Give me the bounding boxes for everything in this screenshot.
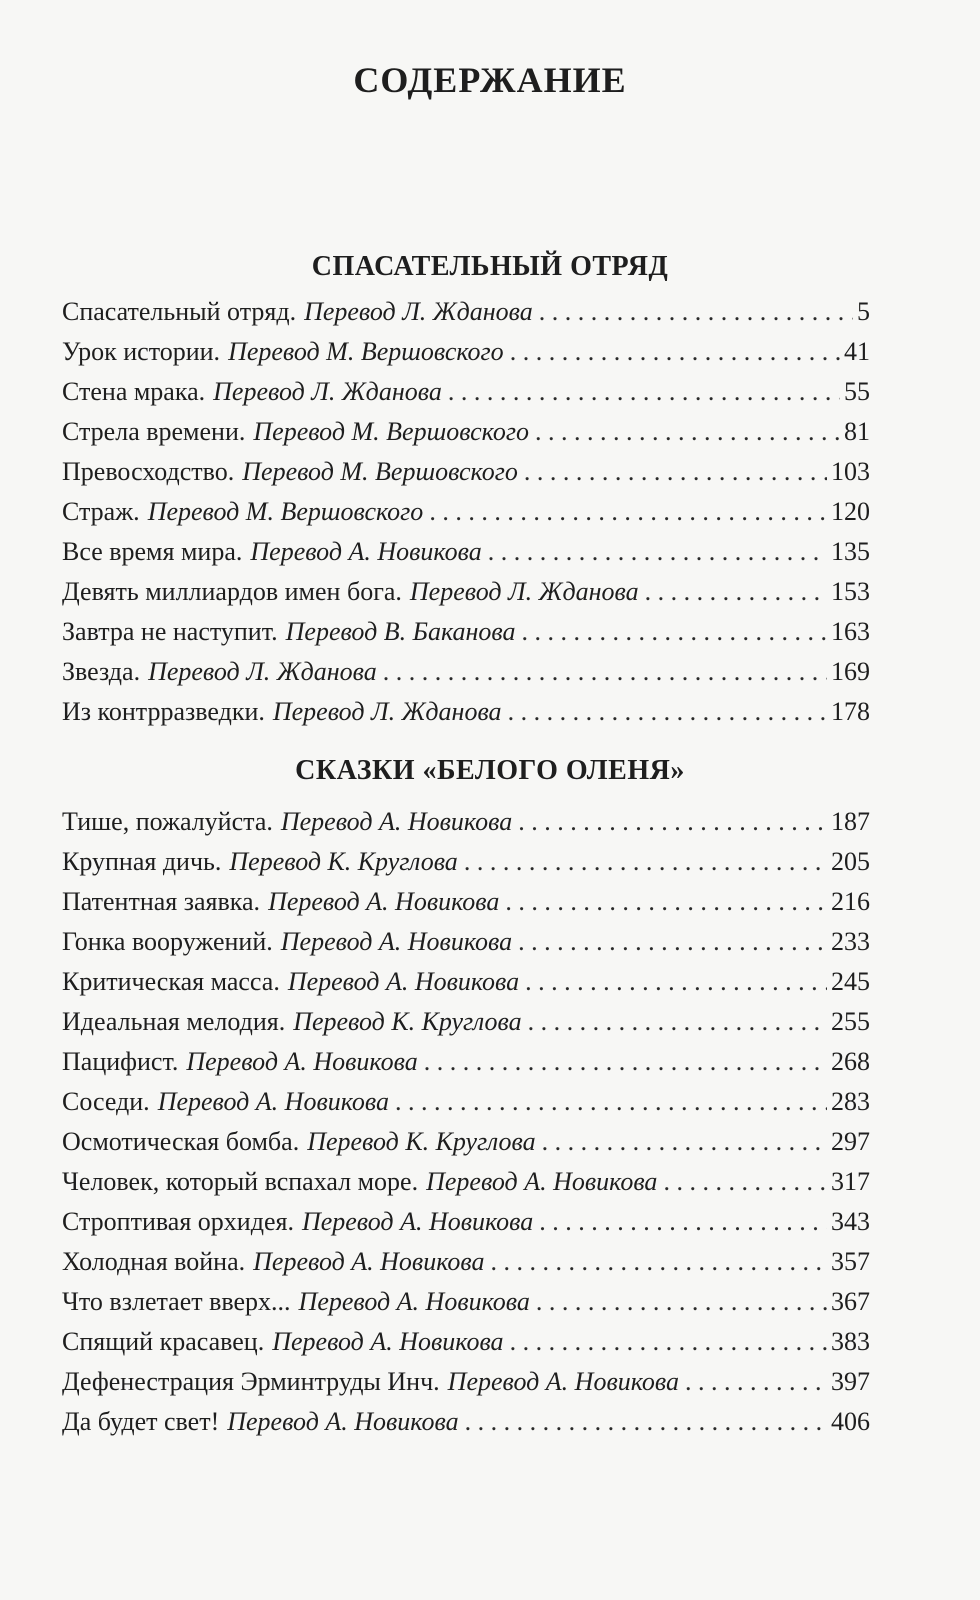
entry-translator: Перевод А. Новикова [250, 537, 482, 566]
entry-title: Холодная война. [62, 1247, 246, 1276]
toc-entry [62, 612, 870, 652]
entry-page-number: 357 [831, 1247, 870, 1276]
entry-page-number: 255 [831, 1007, 870, 1036]
dot-leader [383, 652, 827, 692]
entry-page-number: 153 [831, 577, 870, 606]
entry-title: Из контрразведки. [62, 697, 265, 726]
entry-translator: Перевод Л. Жданова [148, 657, 377, 686]
entry-translator: Перевод А. Новикова [186, 1047, 418, 1076]
entry-title: Гонка вооружений. [62, 927, 273, 956]
entry-translator: Перевод А. Новикова [301, 1207, 534, 1236]
entry-page-number: 268 [831, 1047, 870, 1076]
entry-translator: Перевод А. Новикова [272, 1327, 504, 1356]
entry-title: Да будет свет! [62, 1407, 220, 1436]
entry-translator: Перевод К. Круглова [307, 1127, 536, 1156]
entry-page-number: 205 [831, 847, 870, 876]
dot-leader [663, 1162, 827, 1202]
entry-title: Девять миллиардов имен бога. [62, 577, 402, 606]
entry-page-number: 216 [831, 887, 870, 916]
entry-page-number: 81 [844, 417, 870, 446]
entry-page-number: 283 [831, 1087, 870, 1116]
dot-leader [429, 492, 827, 532]
toc-entry [62, 1002, 870, 1042]
toc-entry [62, 652, 870, 692]
toc-entry [62, 1282, 870, 1322]
entry-page-number: 233 [831, 927, 870, 956]
entry-translator: Перевод А. Новикова [287, 967, 520, 996]
toc-entry [62, 332, 870, 372]
entry-page-number: 317 [831, 1167, 870, 1196]
entry-translator: Перевод В. Баканова [285, 617, 516, 646]
toc-entry [62, 922, 870, 962]
dot-leader [518, 802, 827, 842]
entry-page-number: 383 [831, 1327, 870, 1356]
toc-entry [62, 1082, 870, 1122]
dot-leader [528, 1002, 827, 1042]
toc-entry [62, 962, 870, 1002]
entry-title: Все время мира. [62, 537, 243, 566]
toc-entry [62, 1322, 870, 1362]
entry-title: Пацифист. [62, 1047, 179, 1076]
toc-list [0, 292, 980, 732]
dot-leader [395, 1082, 827, 1122]
entry-title: Патентная заявка. [62, 887, 261, 916]
entry-title: Человек, который вспахал море. [62, 1167, 419, 1196]
entry-page-number: 178 [831, 697, 870, 726]
dot-leader [525, 962, 827, 1002]
toc-entry [62, 492, 870, 532]
entry-page-number: 245 [831, 967, 870, 996]
toc-entry [62, 1362, 870, 1402]
entry-title: Что взлетает вверх... [62, 1287, 291, 1316]
entry-translator: Перевод Л. Жданова [409, 577, 639, 606]
dot-leader [424, 1042, 827, 1082]
entry-page-number: 135 [831, 537, 870, 566]
toc-entry [62, 842, 870, 882]
entry-title: Страж. [62, 497, 140, 526]
toc-entry [62, 532, 870, 572]
dot-leader [539, 1202, 827, 1242]
entry-title: Завтра не наступит. [62, 617, 278, 646]
entry-translator: Перевод К. Круглова [293, 1007, 522, 1036]
entry-page-number: 343 [831, 1207, 870, 1236]
entry-page-number: 169 [831, 657, 870, 686]
entry-title: Осмотическая бомба. [62, 1127, 300, 1156]
entry-title: Соседи. [62, 1087, 150, 1116]
entry-translator: Перевод А. Новикова [157, 1087, 390, 1116]
entry-translator: Перевод Л. Жданова [213, 377, 442, 406]
entry-translator: Перевод А. Новикова [227, 1407, 459, 1436]
entry-title: Дефенестрация Эрминтруды Инч. [62, 1367, 440, 1396]
entry-page-number: 41 [844, 337, 870, 366]
entry-translator: Перевод А. Новикова [253, 1247, 485, 1276]
entry-page-number: 5 [857, 297, 870, 326]
entry-page-number: 406 [831, 1407, 870, 1436]
dot-leader [464, 842, 827, 882]
entry-page-number: 103 [831, 457, 870, 486]
toc-entry [62, 1202, 870, 1242]
entry-title: Крупная дичь. [62, 847, 222, 876]
dot-leader [465, 1402, 827, 1442]
dot-leader [542, 1122, 827, 1162]
toc-entry [62, 1402, 870, 1442]
toc-entry [62, 1242, 870, 1282]
toc-entry [62, 1162, 870, 1202]
entry-page-number: 397 [831, 1367, 870, 1396]
dot-leader [645, 572, 827, 612]
dot-leader [448, 372, 840, 412]
entry-title: Строптивая орхидея. [62, 1207, 294, 1236]
entry-translator: Перевод К. Круглова [229, 847, 458, 876]
dot-leader [521, 612, 827, 652]
entry-translator: Перевод А. Новикова [426, 1167, 658, 1196]
toc-entry [62, 412, 870, 452]
entry-translator: Перевод Л. Жданова [304, 297, 533, 326]
dot-leader [536, 1282, 827, 1322]
entry-page-number: 187 [831, 807, 870, 836]
entry-page-number: 367 [831, 1287, 870, 1316]
entry-title: Спасательный отряд. [62, 297, 297, 326]
entry-translator: Перевод М. Вершовского [147, 497, 424, 526]
entry-title: Превосходство. [62, 457, 235, 486]
dot-leader [490, 1242, 827, 1282]
toc-entry [62, 692, 870, 732]
entry-translator: Перевод А. Новикова [268, 887, 500, 916]
toc-entry [62, 572, 870, 612]
entry-translator: Перевод А. Новикова [280, 927, 513, 956]
entry-title: Критическая масса. [62, 967, 280, 996]
entry-translator: Перевод А. Новикова [298, 1287, 530, 1316]
entry-page-number: 297 [831, 1127, 870, 1156]
dot-leader [508, 692, 827, 732]
entry-translator: Перевод М. Вершовского [242, 457, 518, 486]
section-heading: СКАЗКИ «БЕЛОГО ОЛЕНЯ» [295, 755, 685, 786]
entry-translator: Перевод А. Новикова [280, 807, 513, 836]
dot-leader [518, 922, 827, 962]
entry-page-number: 120 [831, 497, 870, 526]
dot-leader [510, 1322, 827, 1362]
page-title: СОДЕРЖАНИЕ [353, 60, 627, 100]
entry-translator: Перевод М. Вершовского [253, 417, 529, 446]
dot-leader [539, 292, 853, 332]
dot-leader [510, 332, 840, 372]
entry-page-number: 55 [844, 377, 870, 406]
toc-entry [62, 372, 870, 412]
entry-translator: Перевод Л. Жданова [272, 697, 502, 726]
dot-leader [685, 1362, 827, 1402]
toc-entry [62, 1122, 870, 1162]
entry-title: Стрела времени. [62, 417, 246, 446]
toc-list [0, 802, 980, 1442]
dot-leader [488, 532, 827, 572]
entry-title: Урок истории. [62, 337, 221, 366]
entry-translator: Перевод М. Вершовского [228, 337, 504, 366]
dot-leader [505, 882, 827, 922]
toc-entry [62, 292, 870, 332]
toc-entry [62, 452, 870, 492]
toc-entry [62, 882, 870, 922]
dot-leader [524, 452, 827, 492]
entry-page-number: 163 [831, 617, 870, 646]
entry-title: Звезда. [62, 657, 141, 686]
entry-title: Спящий красавец. [62, 1327, 265, 1356]
entry-translator: Перевод А. Новикова [447, 1367, 680, 1396]
entry-title: Тише, пожалуйста. [62, 807, 273, 836]
entry-title: Стена мрака. [62, 377, 206, 406]
dot-leader [535, 412, 840, 452]
entry-title: Идеальная мелодия. [62, 1007, 286, 1036]
section-heading: СПАСАТЕЛЬНЫЙ ОТРЯД [311, 251, 669, 282]
toc-entry [62, 802, 870, 842]
toc-entry [62, 1042, 870, 1082]
